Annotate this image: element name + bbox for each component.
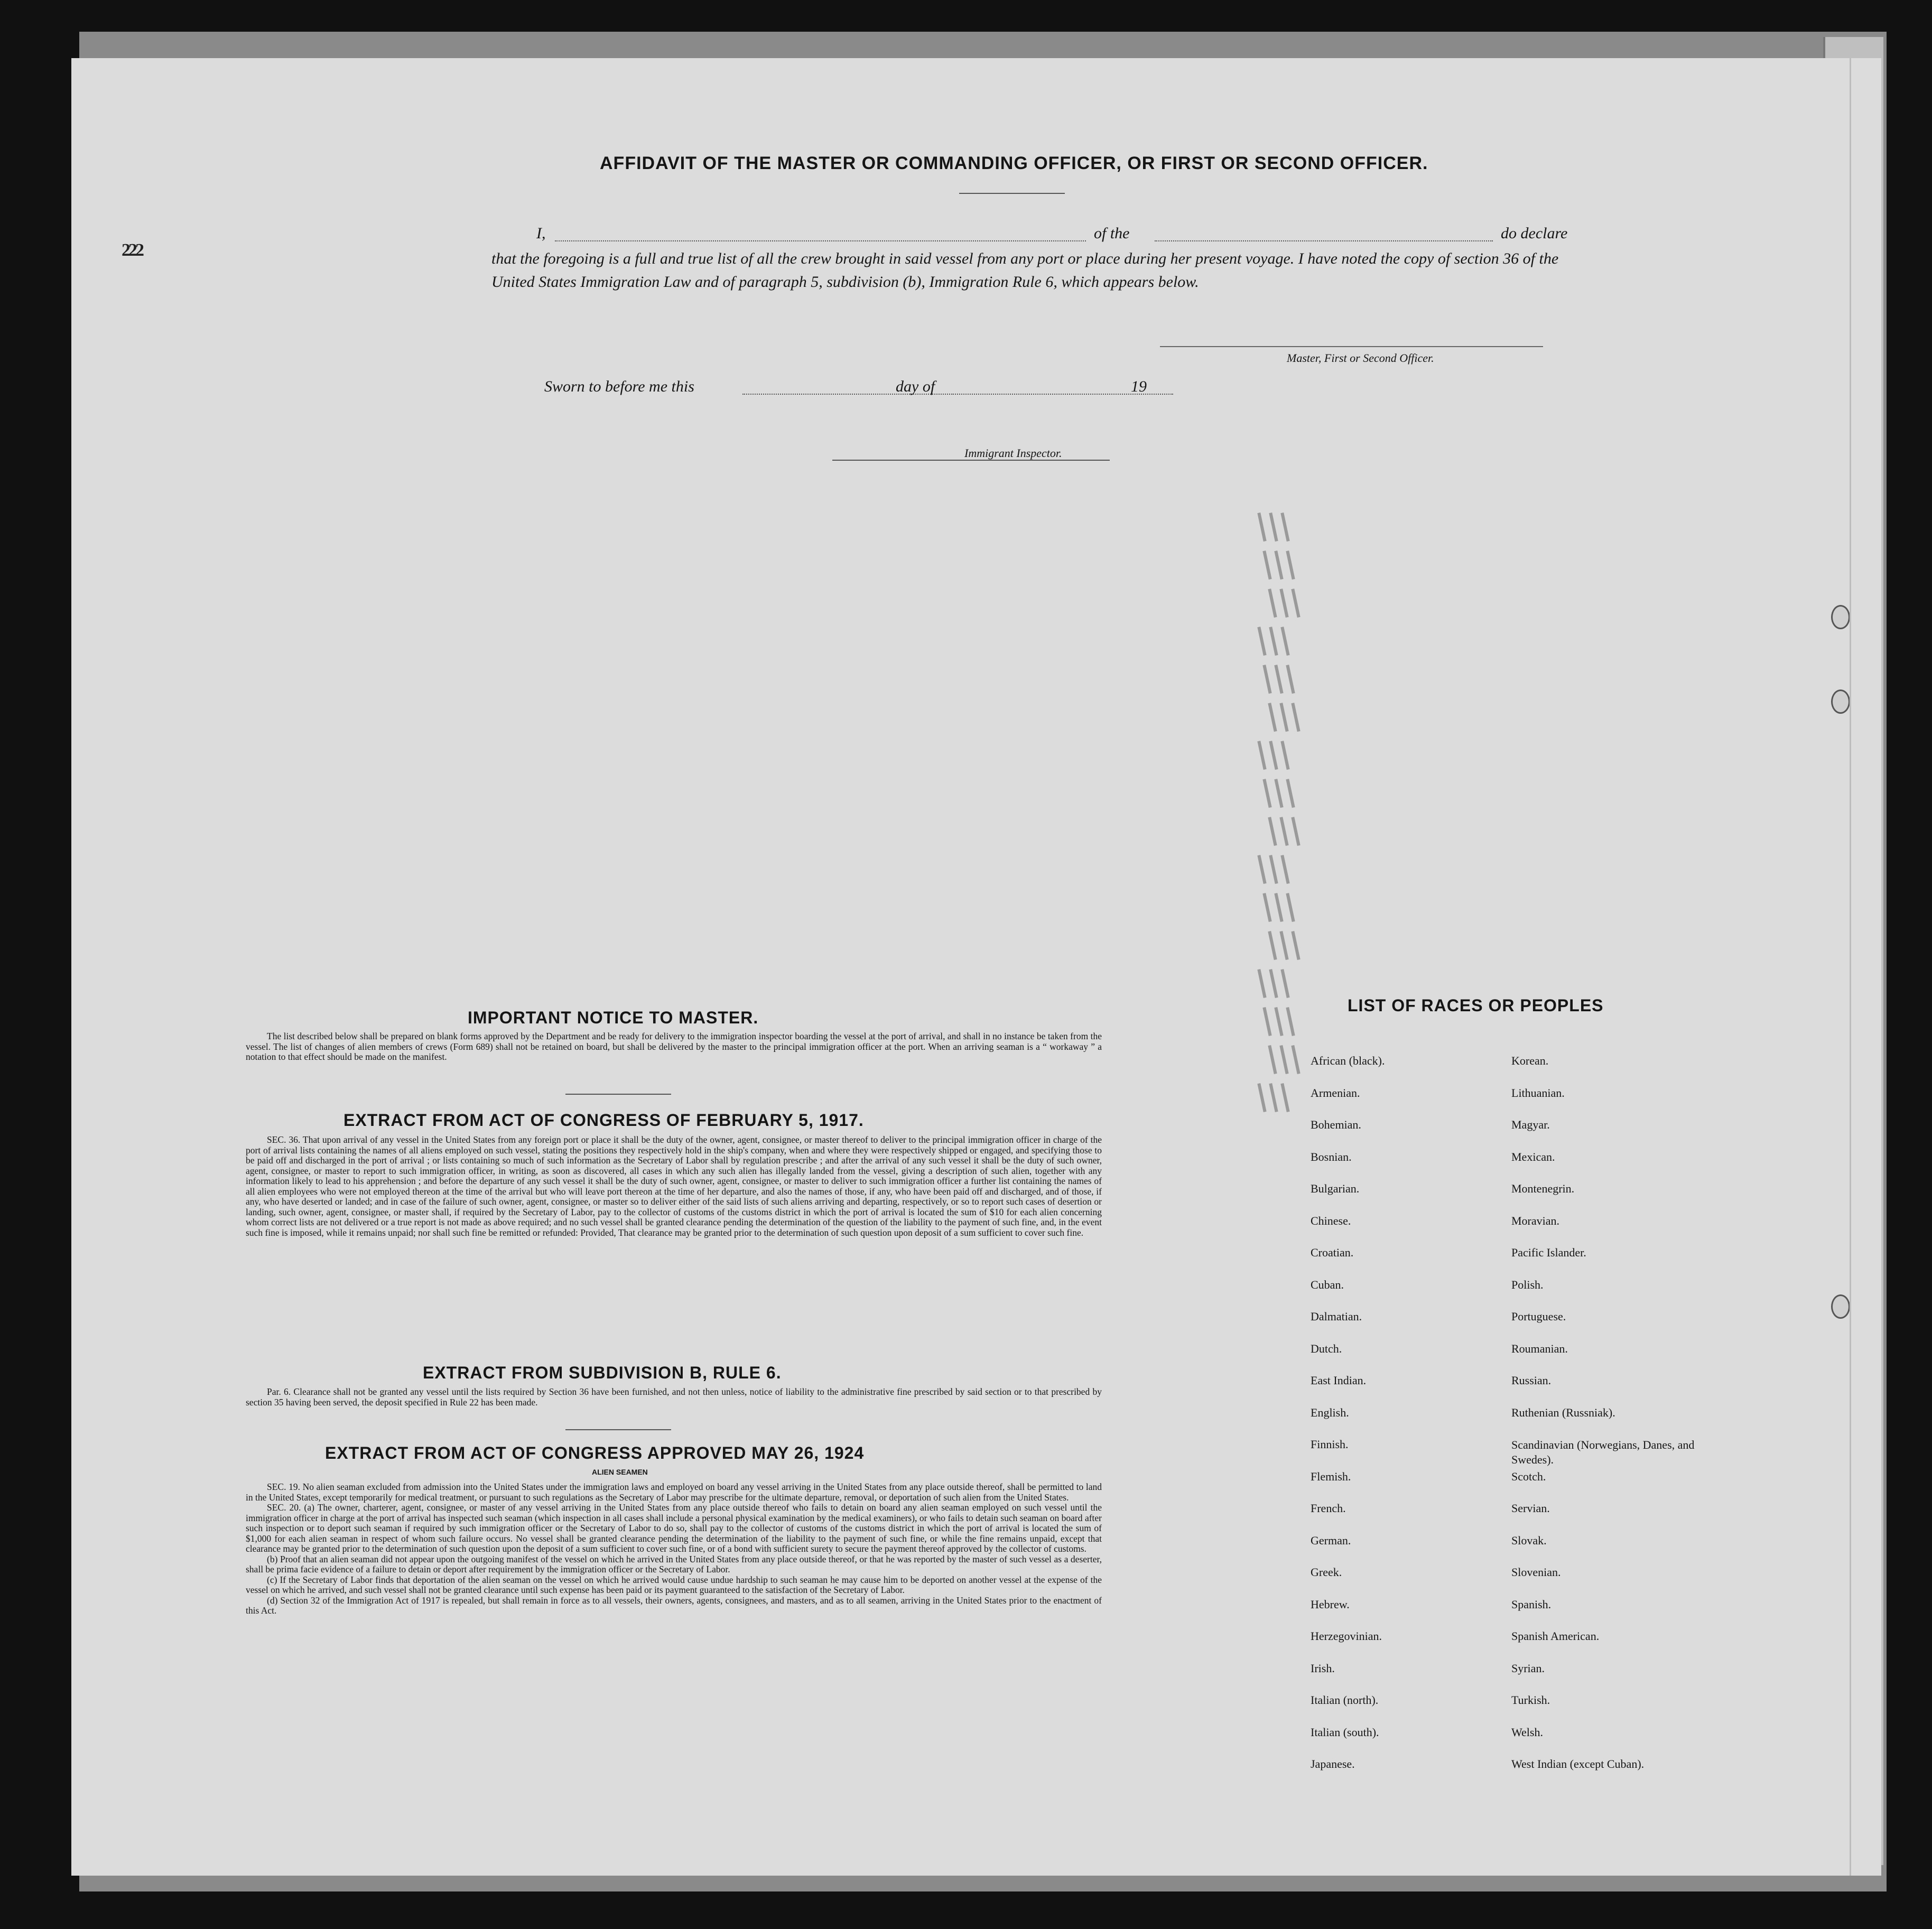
race-item: Ruthenian (Russniak). bbox=[1511, 1405, 1615, 1419]
races-title: LIST OF RACES OR PEOPLES bbox=[1348, 996, 1604, 1015]
bleed-mark bbox=[1280, 969, 1289, 998]
bleed-mark bbox=[1257, 855, 1266, 884]
race-item: Welsh. bbox=[1511, 1725, 1543, 1739]
divider-1 bbox=[565, 1094, 671, 1095]
race-item: Slovak. bbox=[1511, 1533, 1547, 1547]
races-left-column bbox=[1311, 1054, 1485, 1790]
bleed-mark bbox=[1257, 741, 1266, 770]
sworn-text: Sworn to before me this bbox=[544, 378, 694, 395]
position-field[interactable] bbox=[1155, 240, 1493, 241]
extract-1924-sec20d: (d) Section 32 of the Immigration Act of 1917 is repealed, but shall remain in force as to all vessels, their owners, agents, consignees, and masters, and as to all seamen, arriving in the United States prior to the enactment of this Act. bbox=[246, 1595, 1102, 1616]
fold-line bbox=[1850, 58, 1851, 1876]
bleed-mark bbox=[1286, 779, 1295, 808]
race-item: Polish. bbox=[1511, 1278, 1544, 1291]
bleed-mark bbox=[1291, 931, 1300, 960]
bleed-mark bbox=[1291, 589, 1300, 618]
bleed-mark bbox=[1262, 1007, 1271, 1036]
race-item: Flemish. bbox=[1311, 1469, 1351, 1483]
extract-1917-text: SEC. 36. That upon arrival of any vessel in the United States from any foreign port or place it shall be the duty of the owner, agent, consignee, or master thereof to deliver to the principal immigration officer in charge of the port of arrival lists containing the names of all aliens employed on such vessel, stating the positions they respectively hold in the ship's company, when and where they were respectively shipped or engaged, and specifying those to be paid off and discharged in the port of arrival ; or lists containing so much of such information as the Secretary of Labor shall by regulation prescribe ; and after the arrival of any such vessel it shall be the duty of such owner, agent, consignee, or master to report to such immigration officer, in writing, as soon as discovered, all cases in which any such alien has illegally landed from the vessel, giving a description of such alien, together with any information likely to lead to his apprehension ; and before the departure of any such vessel it shall be the duty of such owner, agent, consignee, or master to deliver to such immigration officer a further list containing the names of all alien employees who were not employed thereon at the time of the arrival but who will leave port thereon at the time of her departure, and also the names of those, if any, who have been paid off and discharged, and of those, if any, who have deserted or landed; and in case of the failure of such owner, agent, consignee, or master so to deliver either of the said lists of such aliens arriving and departing, respectively, or so to report such cases of desertion or landing, such owner, agent, consignee, or master shall, if required by the Secretary of Labor, pay to the collector of customs of the customs district in which the port of arrival is located the sum of $10 for each alien concerning whom correct lists are not delivered or a true report is not made as above required; and no such vessel shall be granted clearance pending the determination of the question of the liability to the payment of such fine, and, in the event such fine is imposed, while it remains unpaid; nor shall such fine be remitted or refunded: Provided, That clearance may be granted prior to the determination of such question upon deposit of a sum sufficient to cover such fine. bbox=[246, 1134, 1102, 1238]
bleed-mark bbox=[1279, 1045, 1288, 1074]
bleed-mark bbox=[1279, 589, 1288, 618]
race-item: Irish. bbox=[1311, 1661, 1335, 1675]
signature-caption: Master, First or Second Officer. bbox=[1287, 351, 1434, 365]
divider-2 bbox=[565, 1429, 671, 1430]
extract-1924-subtitle: ALIEN SEAMEN bbox=[592, 1468, 648, 1476]
bleed-mark bbox=[1279, 703, 1288, 732]
page-number-stamp: 222 bbox=[122, 240, 142, 260]
bleed-mark bbox=[1262, 893, 1271, 922]
affidavit-of-the: of the bbox=[1094, 225, 1130, 242]
affidavit-do-declare: do declare bbox=[1501, 225, 1568, 242]
race-item: Bohemian. bbox=[1311, 1118, 1361, 1131]
race-item: Croatian. bbox=[1311, 1246, 1354, 1259]
bleed-mark bbox=[1269, 1083, 1278, 1112]
race-item: Hebrew. bbox=[1311, 1597, 1350, 1611]
affidavit-title: AFFIDAVIT OF THE MASTER OR COMMANDING OFFICER, OR FIRST OR SECOND OFFICER. bbox=[600, 153, 1428, 173]
bleed-mark bbox=[1274, 779, 1283, 808]
race-item: Dalmatian. bbox=[1311, 1310, 1362, 1323]
race-item: French. bbox=[1311, 1502, 1346, 1515]
signature-line[interactable] bbox=[1160, 346, 1543, 347]
bleed-mark bbox=[1286, 665, 1295, 694]
extract-1924-body bbox=[246, 1482, 1102, 1616]
name-field[interactable] bbox=[555, 240, 1086, 241]
bleed-mark bbox=[1262, 665, 1271, 694]
race-item: Servian. bbox=[1511, 1502, 1550, 1515]
bleed-mark bbox=[1279, 931, 1288, 960]
bleed-mark bbox=[1257, 512, 1266, 542]
races-right-column bbox=[1511, 1054, 1733, 1790]
race-item: Spanish. bbox=[1511, 1597, 1552, 1611]
extract-1924-sec20c: (c) If the Secretary of Labor finds that deportation of the alien seaman on the vessel on which he arrived would cause undue hardship to such seaman he may cause him to be deported on another vessel at the expense of the vessel on which he arrived, and such vessel shall not be granted clearance until such expense has been paid or its payment guaranteed to the satisfaction of the Secretary of Labor. bbox=[246, 1574, 1102, 1595]
race-item: Slovenian. bbox=[1511, 1565, 1561, 1579]
bleed-mark bbox=[1268, 1045, 1277, 1074]
race-item: German. bbox=[1311, 1533, 1351, 1547]
race-item: East Indian. bbox=[1311, 1374, 1367, 1387]
bleed-mark bbox=[1268, 931, 1277, 960]
race-item: Korean. bbox=[1511, 1054, 1549, 1067]
bleed-mark bbox=[1269, 969, 1278, 998]
bleed-mark bbox=[1274, 551, 1283, 580]
notice-title: IMPORTANT NOTICE TO MASTER. bbox=[468, 1008, 759, 1027]
race-item: Italian (south). bbox=[1311, 1725, 1379, 1739]
race-item: Montenegrin. bbox=[1511, 1182, 1575, 1195]
race-item: Greek. bbox=[1311, 1565, 1342, 1579]
notice-text: The list described below shall be prepared on blank forms approved by the Department and be ready for delivery to the immigration inspector boarding the vessel at the port of arrival, and shall in no instance be taken from the vessel. The list of changes of alien members of crews (Form 689) shall not be retained on board, but shall be delivered by the master to the principal immigration officer at the port. When an arriving seaman is a “ workaway ” a notation to that effect should be made on the manifest. bbox=[246, 1031, 1102, 1062]
bleed-mark bbox=[1286, 551, 1295, 580]
race-item: Turkish. bbox=[1511, 1693, 1550, 1707]
race-item: Portuguese. bbox=[1511, 1310, 1566, 1323]
race-item: Italian (north). bbox=[1311, 1693, 1379, 1707]
race-item: West Indian (except Cuban). bbox=[1511, 1757, 1645, 1770]
race-item: Chinese. bbox=[1311, 1214, 1351, 1227]
bleed-mark bbox=[1286, 893, 1295, 922]
bleed-mark bbox=[1269, 741, 1278, 770]
race-item: Finnish. bbox=[1311, 1438, 1349, 1451]
binder-hole-1 bbox=[1831, 605, 1850, 629]
extract-1917-title: EXTRACT FROM ACT OF CONGRESS OF FEBRUARY 5, 1917. bbox=[343, 1111, 864, 1130]
bleed-mark bbox=[1262, 551, 1271, 580]
bleed-mark bbox=[1280, 512, 1289, 542]
extract-rule6-text: Par. 6. Clearance shall not be granted any vessel until the lists required by Section 36 have been furnished, and not then unless, notice of liability to the administrative fine prescribed by said section or to that prescribed by section 35 having been served, the deposit specified in Rule 22 has been made. bbox=[246, 1386, 1102, 1408]
race-item: Roumanian. bbox=[1511, 1341, 1568, 1355]
race-item: African (black). bbox=[1311, 1054, 1385, 1067]
title-underline bbox=[959, 193, 1065, 194]
bleed-mark bbox=[1274, 665, 1283, 694]
race-item: Syrian. bbox=[1511, 1661, 1545, 1675]
bleed-mark bbox=[1269, 855, 1278, 884]
bleed-mark bbox=[1268, 817, 1277, 846]
bleed-mark bbox=[1257, 1083, 1266, 1112]
race-item: Russian. bbox=[1511, 1374, 1552, 1387]
bleed-mark bbox=[1268, 703, 1277, 732]
race-item: Bulgarian. bbox=[1311, 1182, 1360, 1195]
binder-hole-2 bbox=[1831, 689, 1850, 714]
bleed-mark bbox=[1280, 855, 1289, 884]
affidavit-statement: that the foregoing is a full and true list of all the crew brought in said vessel from any port or place during her present voyage. I have noted the copy of section 36 of the United States Immigration Law and of paragraph 5, subdivision (b), Immigration Rule 6, which appears below. bbox=[491, 250, 1559, 291]
bleed-mark bbox=[1291, 1045, 1300, 1074]
extract-1924-sec20b: (b) Proof that an alien seaman did not appear upon the outgoing manifest of the vessel on which he arrived in the United States from any place outside thereof, or that he was reported by the master of such vessel as a deserter, shall be prima facie evidence of a failure to detain or deport after requirement by the immigration officer or the Secretary of Labor. bbox=[246, 1553, 1102, 1574]
bleed-mark bbox=[1280, 627, 1289, 656]
bleed-mark bbox=[1268, 589, 1277, 618]
extract-1924-sec19: SEC. 19. No alien seaman excluded from admission into the United States under the immigration laws and employed on board any vessel arriving in the United States from any place outside thereof, shall be permitted to land in the United States, except temporarily for medical treatment, or pursuant to such regulations as the Secretary of Labor may prescribe for the ultimate departure, removal, or deportation of such alien from the United States. bbox=[246, 1481, 1102, 1503]
race-item: Herzegovinian. bbox=[1311, 1629, 1382, 1643]
race-item: Bosnian. bbox=[1311, 1150, 1352, 1163]
bleed-mark bbox=[1279, 817, 1288, 846]
race-item: Lithuanian. bbox=[1511, 1086, 1565, 1099]
bleed-mark bbox=[1257, 627, 1266, 656]
bleed-mark bbox=[1291, 817, 1300, 846]
race-item: Mexican. bbox=[1511, 1150, 1555, 1163]
bleed-mark bbox=[1286, 1007, 1295, 1036]
bleed-mark bbox=[1269, 512, 1278, 542]
race-item: Scotch. bbox=[1511, 1469, 1546, 1483]
extract-rule6-title: EXTRACT FROM SUBDIVISION B, RULE 6. bbox=[423, 1363, 782, 1382]
inspector-caption: Immigrant Inspector. bbox=[964, 446, 1062, 460]
bleed-mark bbox=[1274, 1007, 1283, 1036]
affidavit-i: I, bbox=[536, 225, 546, 242]
race-item: Spanish American. bbox=[1511, 1629, 1600, 1643]
race-item: Moravian. bbox=[1511, 1214, 1560, 1227]
race-item: Armenian. bbox=[1311, 1086, 1360, 1099]
document-page bbox=[71, 58, 1881, 1876]
bleed-mark bbox=[1257, 969, 1266, 998]
binder-hole-3 bbox=[1831, 1294, 1850, 1319]
sworn-year: 19 bbox=[1131, 378, 1147, 395]
bleed-mark bbox=[1274, 893, 1283, 922]
bleed-mark bbox=[1262, 779, 1271, 808]
race-item: Cuban. bbox=[1311, 1278, 1344, 1291]
race-item: Pacific Islander. bbox=[1511, 1246, 1586, 1259]
race-item: Scandinavian (Norwegians, Danes, and Swedes). bbox=[1511, 1438, 1695, 1466]
extract-1924-sec20a: SEC. 20. (a) The owner, charterer, agent, consignee, or master of any vessel arriving in the United States from any place outside thereof who fails to detain on board any alien seaman employed on such vessel until the immigration officer in charge at the port of arrival has inspected such seaman (which inspection in all cases shall include a personal physical examination by the medical examiners), or who fails to detain such seaman on board after such inspection or to deport such seaman if required by such immigration officer or the Secretary of Labor to do so, shall pay to the collector of customs of the customs district in which the port of arrival is located the sum of $1,000 for each alien seaman in respect of whom such failure occurs. No vessel shall be granted clearance pending the determination of the liability to the payment of such fine, or while the fine remains unpaid, except that clearance may be granted prior to the determination of such question upon the deposit of a sum sufficient to cover such fine, or of a bond with sufficient surety to secure the payment thereof approved by the collector of customs. bbox=[246, 1502, 1102, 1554]
race-item: English. bbox=[1311, 1405, 1349, 1419]
race-item: Magyar. bbox=[1511, 1118, 1550, 1131]
bleed-mark bbox=[1291, 703, 1300, 732]
extract-1924-title: EXTRACT FROM ACT OF CONGRESS APPROVED MAY 26, 1924 bbox=[325, 1443, 865, 1462]
bleed-mark bbox=[1280, 741, 1289, 770]
race-item: Japanese. bbox=[1311, 1757, 1355, 1770]
bleed-mark bbox=[1269, 627, 1278, 656]
sworn-day-of: day of bbox=[896, 378, 935, 395]
bleed-mark bbox=[1280, 1083, 1289, 1112]
race-item: Dutch. bbox=[1311, 1341, 1342, 1355]
